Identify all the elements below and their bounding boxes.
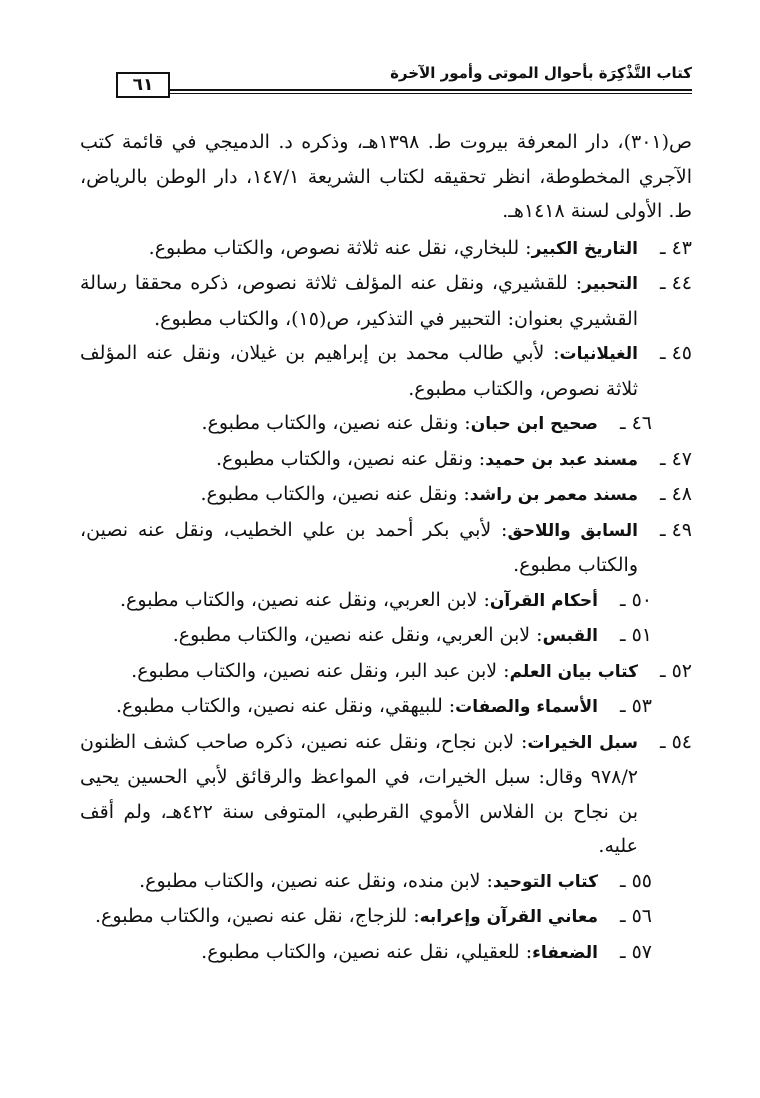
- entry-text: : لابن منده، ونقل عنه نصين، والكتاب مطبوع.: [139, 869, 493, 892]
- entry-text: : لأبي بكر أحمد بن علي الخطيب، ونقل عنه نصين، والكتاب مطبوع.: [80, 518, 638, 576]
- entry-body: [80, 442, 638, 478]
- entry-title: أحكام القرآن: [489, 590, 598, 611]
- list-item: [80, 231, 692, 267]
- entry-number: ٤٧ ـ: [659, 447, 692, 470]
- entry-title: كتاب بيان العلم: [509, 661, 638, 682]
- entry-number: ٤٩ ـ: [659, 518, 692, 541]
- entry-number: ٤٥ ـ: [659, 342, 692, 364]
- entry-number: ٥٤ ـ: [659, 730, 692, 753]
- list-item: [80, 864, 692, 900]
- entry-body: [80, 231, 638, 267]
- entry-title: مسند معمر بن راشد: [469, 485, 638, 505]
- list-item: [80, 899, 692, 935]
- list-item: [80, 689, 692, 725]
- entry-body: [80, 336, 638, 406]
- entry-text: : للقشيري، ونقل عنه المؤلف ثلاثة نصوص، ذكره محققا رسالة القشيري بعنوان: التحبير في التذكير، ص(١٥)، والكتاب مطبوع.: [80, 272, 638, 330]
- list-item: [80, 618, 692, 654]
- entry-body: [80, 654, 638, 690]
- entry-body: [80, 935, 598, 971]
- entry-title: التحبير: [582, 274, 638, 294]
- entry-number: ٤٤ ـ: [659, 272, 692, 294]
- entry-body: [80, 725, 638, 864]
- entry-body: [80, 406, 598, 442]
- entry-text: : ونقل عنه نصين، والكتاب مطبوع.: [215, 447, 486, 470]
- list-item: [80, 336, 692, 406]
- list-item: [80, 442, 692, 478]
- list-item: [80, 266, 692, 336]
- entry-body: [80, 513, 638, 583]
- entry-number: ٥١ ـ: [619, 624, 652, 646]
- header-rule-thin: [166, 93, 692, 94]
- entry-title: صحيح ابن حبان: [470, 414, 598, 434]
- entry-title: الضعفاء: [532, 942, 598, 963]
- entry-body: [80, 266, 638, 336]
- entry-body: [80, 899, 598, 935]
- entry-text: : لأبي طالب محمد بن إبراهيم بن غيلان، ونقل عنه المؤلف ثلاثة نصوص، والكتاب مطبوع.: [80, 342, 638, 400]
- list-item: [80, 935, 692, 971]
- list-item: [80, 406, 692, 442]
- entry-number: ٤٣ ـ: [659, 236, 692, 259]
- entry-text: : لابن نجاح، ونقل عنه نصين، ذكره صاحب كشف الظنون ٩٧٨/٢ وقال: سبل الخيرات، في المواعظ والرقائق لأبي الحسين يحيى بن نجاح بن الفلاس الأموي القرطبي، المتوفى سنة ٤٢٢هـ، ولم أقف عليه.: [80, 730, 638, 857]
- entry-text: : ونقل عنه نصين، والكتاب مطبوع.: [200, 483, 470, 505]
- entry-number: ٥٠ ـ: [619, 588, 652, 611]
- entry-title: معاني القرآن وإعرابه: [419, 907, 598, 927]
- entry-text: : لابن عبد البر، ونقل عنه نصين، والكتاب مطبوع.: [131, 659, 510, 682]
- entry-number: ٥٦ ـ: [619, 905, 652, 927]
- intro-paragraph: ص(٣٠١)، دار المعرفة بيروت ط. ١٣٩٨هـ، وذكره د. الدميجي في قائمة كتب الآجري المخطوطة، انظر تحقيقه لكتاب الشريعة ١٤٧/١، دار الوطن بالرياض، ط. الأولى لسنة ١٤١٨هـ.: [80, 131, 692, 222]
- list-item: [80, 513, 692, 583]
- entry-title: السابق واللاحق: [507, 520, 638, 541]
- entry-text: : للزجاج، نقل عنه نصين، والكتاب مطبوع.: [95, 905, 420, 927]
- entry-body: [80, 618, 598, 654]
- entry-text: : للبيهقي، ونقل عنه نصين، والكتاب مطبوع.: [116, 695, 456, 717]
- entry-title: سبل الخيرات: [527, 732, 638, 753]
- entry-number: ٥٣ ـ: [619, 695, 652, 717]
- list-item: [80, 477, 692, 513]
- list-item: [80, 583, 692, 619]
- running-head-title: كتاب التَّذْكِرَة بأحوال الموتى وأمور الآخرة: [390, 64, 692, 82]
- entry-number: ٥٢ ـ: [659, 659, 692, 682]
- page-header: [100, 62, 692, 98]
- entry-title: التاريخ الكبير: [531, 238, 638, 259]
- entry-title: مسند عبد بن حميد: [485, 449, 638, 470]
- entry-number: ٥٧ ـ: [619, 940, 652, 963]
- page-number: ٦١: [116, 72, 170, 98]
- header-rule: [166, 89, 692, 91]
- list-item: [80, 725, 692, 864]
- entry-text: : للعقيلي، نقل عنه نصين، والكتاب مطبوع.: [201, 940, 533, 963]
- page-body: [80, 125, 692, 970]
- entry-number: ٤٨ ـ: [659, 483, 692, 505]
- entry-body: [80, 864, 598, 900]
- entry-text: : لابن العربي، ونقل عنه نصين، والكتاب مطبوع.: [120, 588, 490, 611]
- entry-title: الأسماء والصفات: [455, 697, 598, 717]
- entry-title: القبس: [542, 626, 598, 646]
- entry-text: : ونقل عنه نصين، والكتاب مطبوع.: [201, 412, 471, 434]
- entry-body: [80, 477, 638, 513]
- entry-body: [80, 583, 598, 619]
- entry-title: كتاب التوحيد: [492, 871, 598, 892]
- entry-text: : لابن العربي، ونقل عنه نصين، والكتاب مطبوع.: [172, 624, 543, 646]
- entry-text: : للبخاري، نقل عنه ثلاثة نصوص، والكتاب مطبوع.: [148, 236, 532, 259]
- entry-number: ٥٥ ـ: [619, 869, 652, 892]
- entry-title: الغيلانيات: [559, 344, 638, 364]
- entry-body: [80, 689, 598, 725]
- list-item: [80, 654, 692, 690]
- entry-number: ٤٦ ـ: [619, 412, 652, 434]
